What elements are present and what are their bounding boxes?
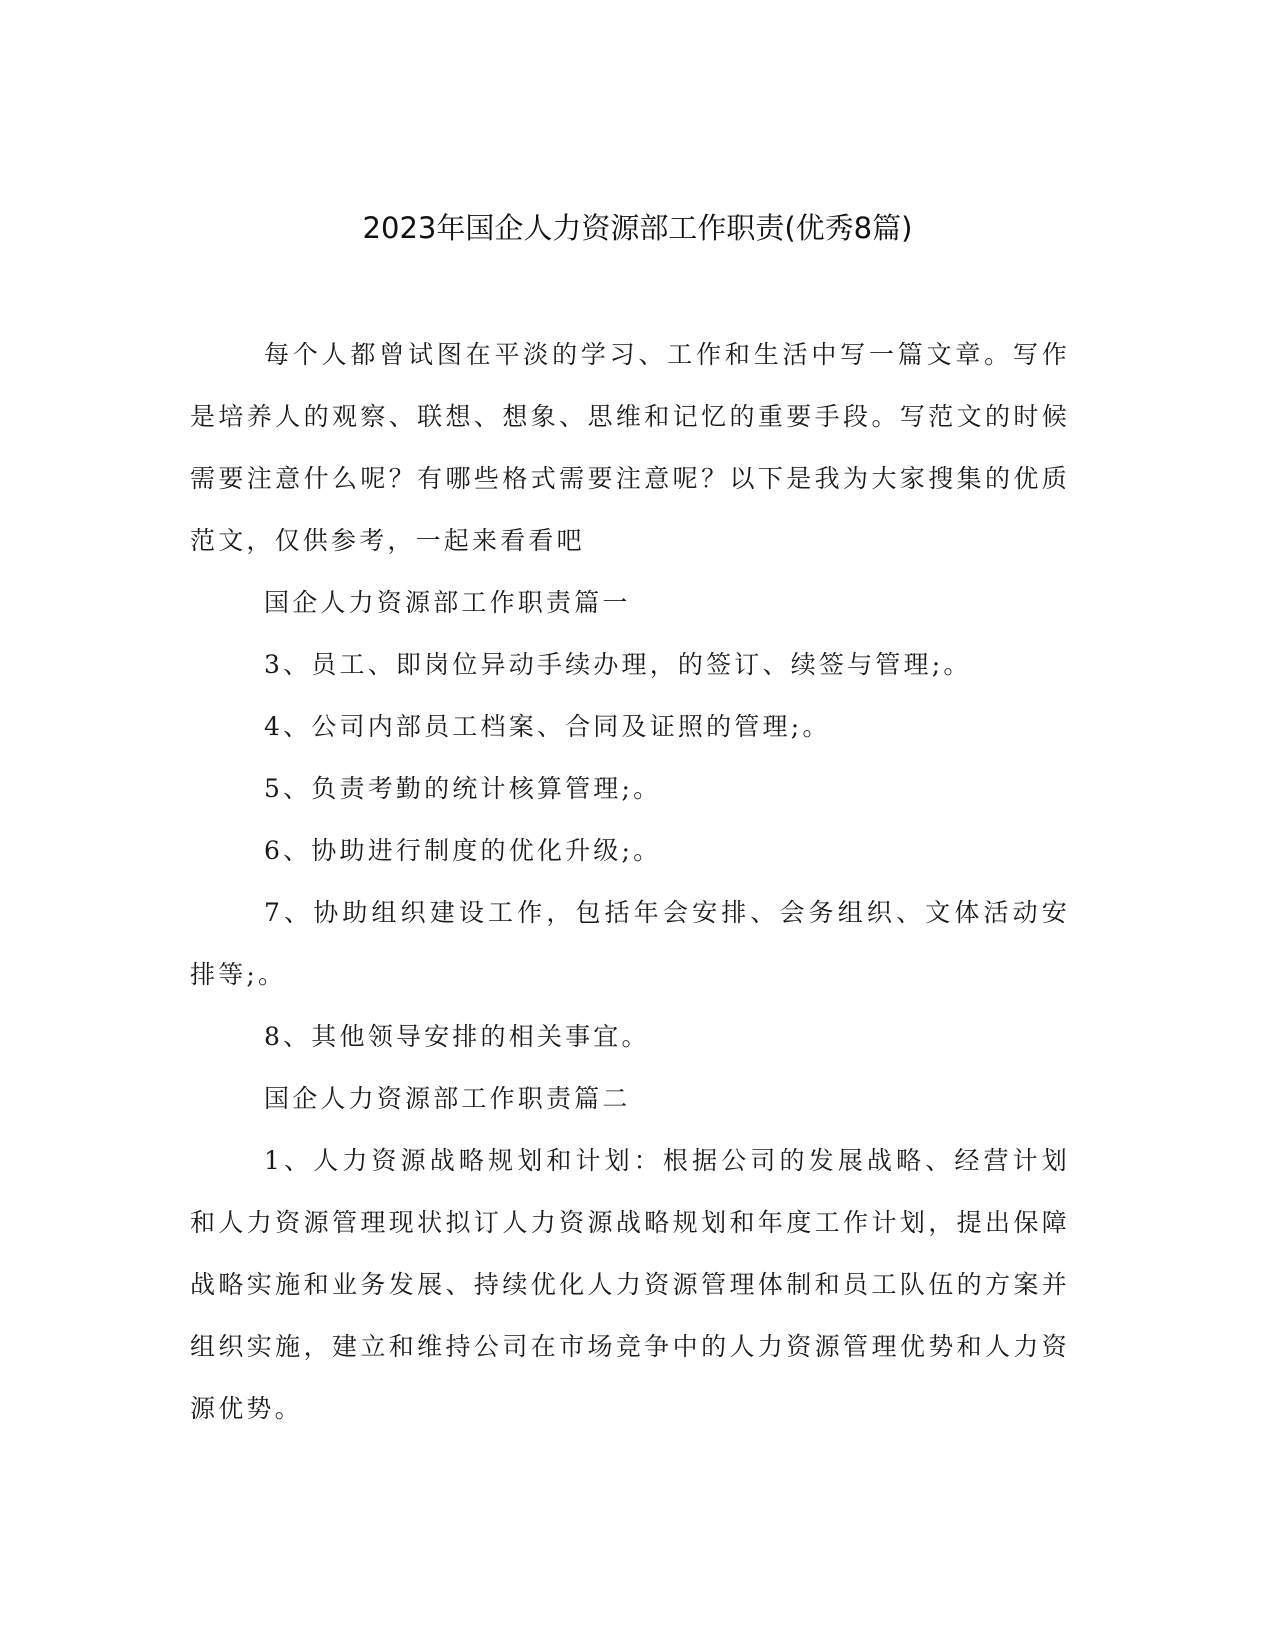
list-item: 1、人力资源战略规划和计划：根据公司的发展战略、经营计划和人力资源管理现状拟订人力资源战略规划和年度工作计划，提出保障战略实施和业务发展、持续优化人力资源管理体制和员工队伍的方案并组织实施，建立和维持公司在市场竞争中的人力资源管理优势和人力资源优势。 [190,1146,1070,1423]
document-body [190,324,1070,1440]
document-title: 2023年国企人力资源部工作职责(优秀8篇) [362,211,913,245]
section-heading-1: 国企人力资源部工作职责篇一 [264,588,631,617]
section-heading-2: 国企人力资源部工作职责篇二 [264,1084,631,1113]
list-item: 5、负责考勤的统计核算管理;。 [264,774,662,803]
list-item: 7、协助组织建设工作，包括年会安排、会务组织、文体活动安排等;。 [190,898,1070,989]
intro-paragraph: 每个人都曾试图在平淡的学习、工作和生活中写一篇文章。写作是培养人的观察、联想、想象、思维和记忆的重要手段。写范文的时候需要注意什么呢？有哪些格式需要注意呢？以下是我为大家搜集的优质范文，仅供参考，一起来看看吧 [190,340,1070,555]
list-item: 3、员工、即岗位异动手续办理，的签订、续签与管理;。 [264,650,972,679]
list-item: 8、其他领导安排的相关事宜。 [264,1022,650,1051]
list-item: 6、协助进行制度的优化升级;。 [264,836,662,865]
list-item: 4、公司内部员工档案、合同及证照的管理;。 [264,712,831,741]
